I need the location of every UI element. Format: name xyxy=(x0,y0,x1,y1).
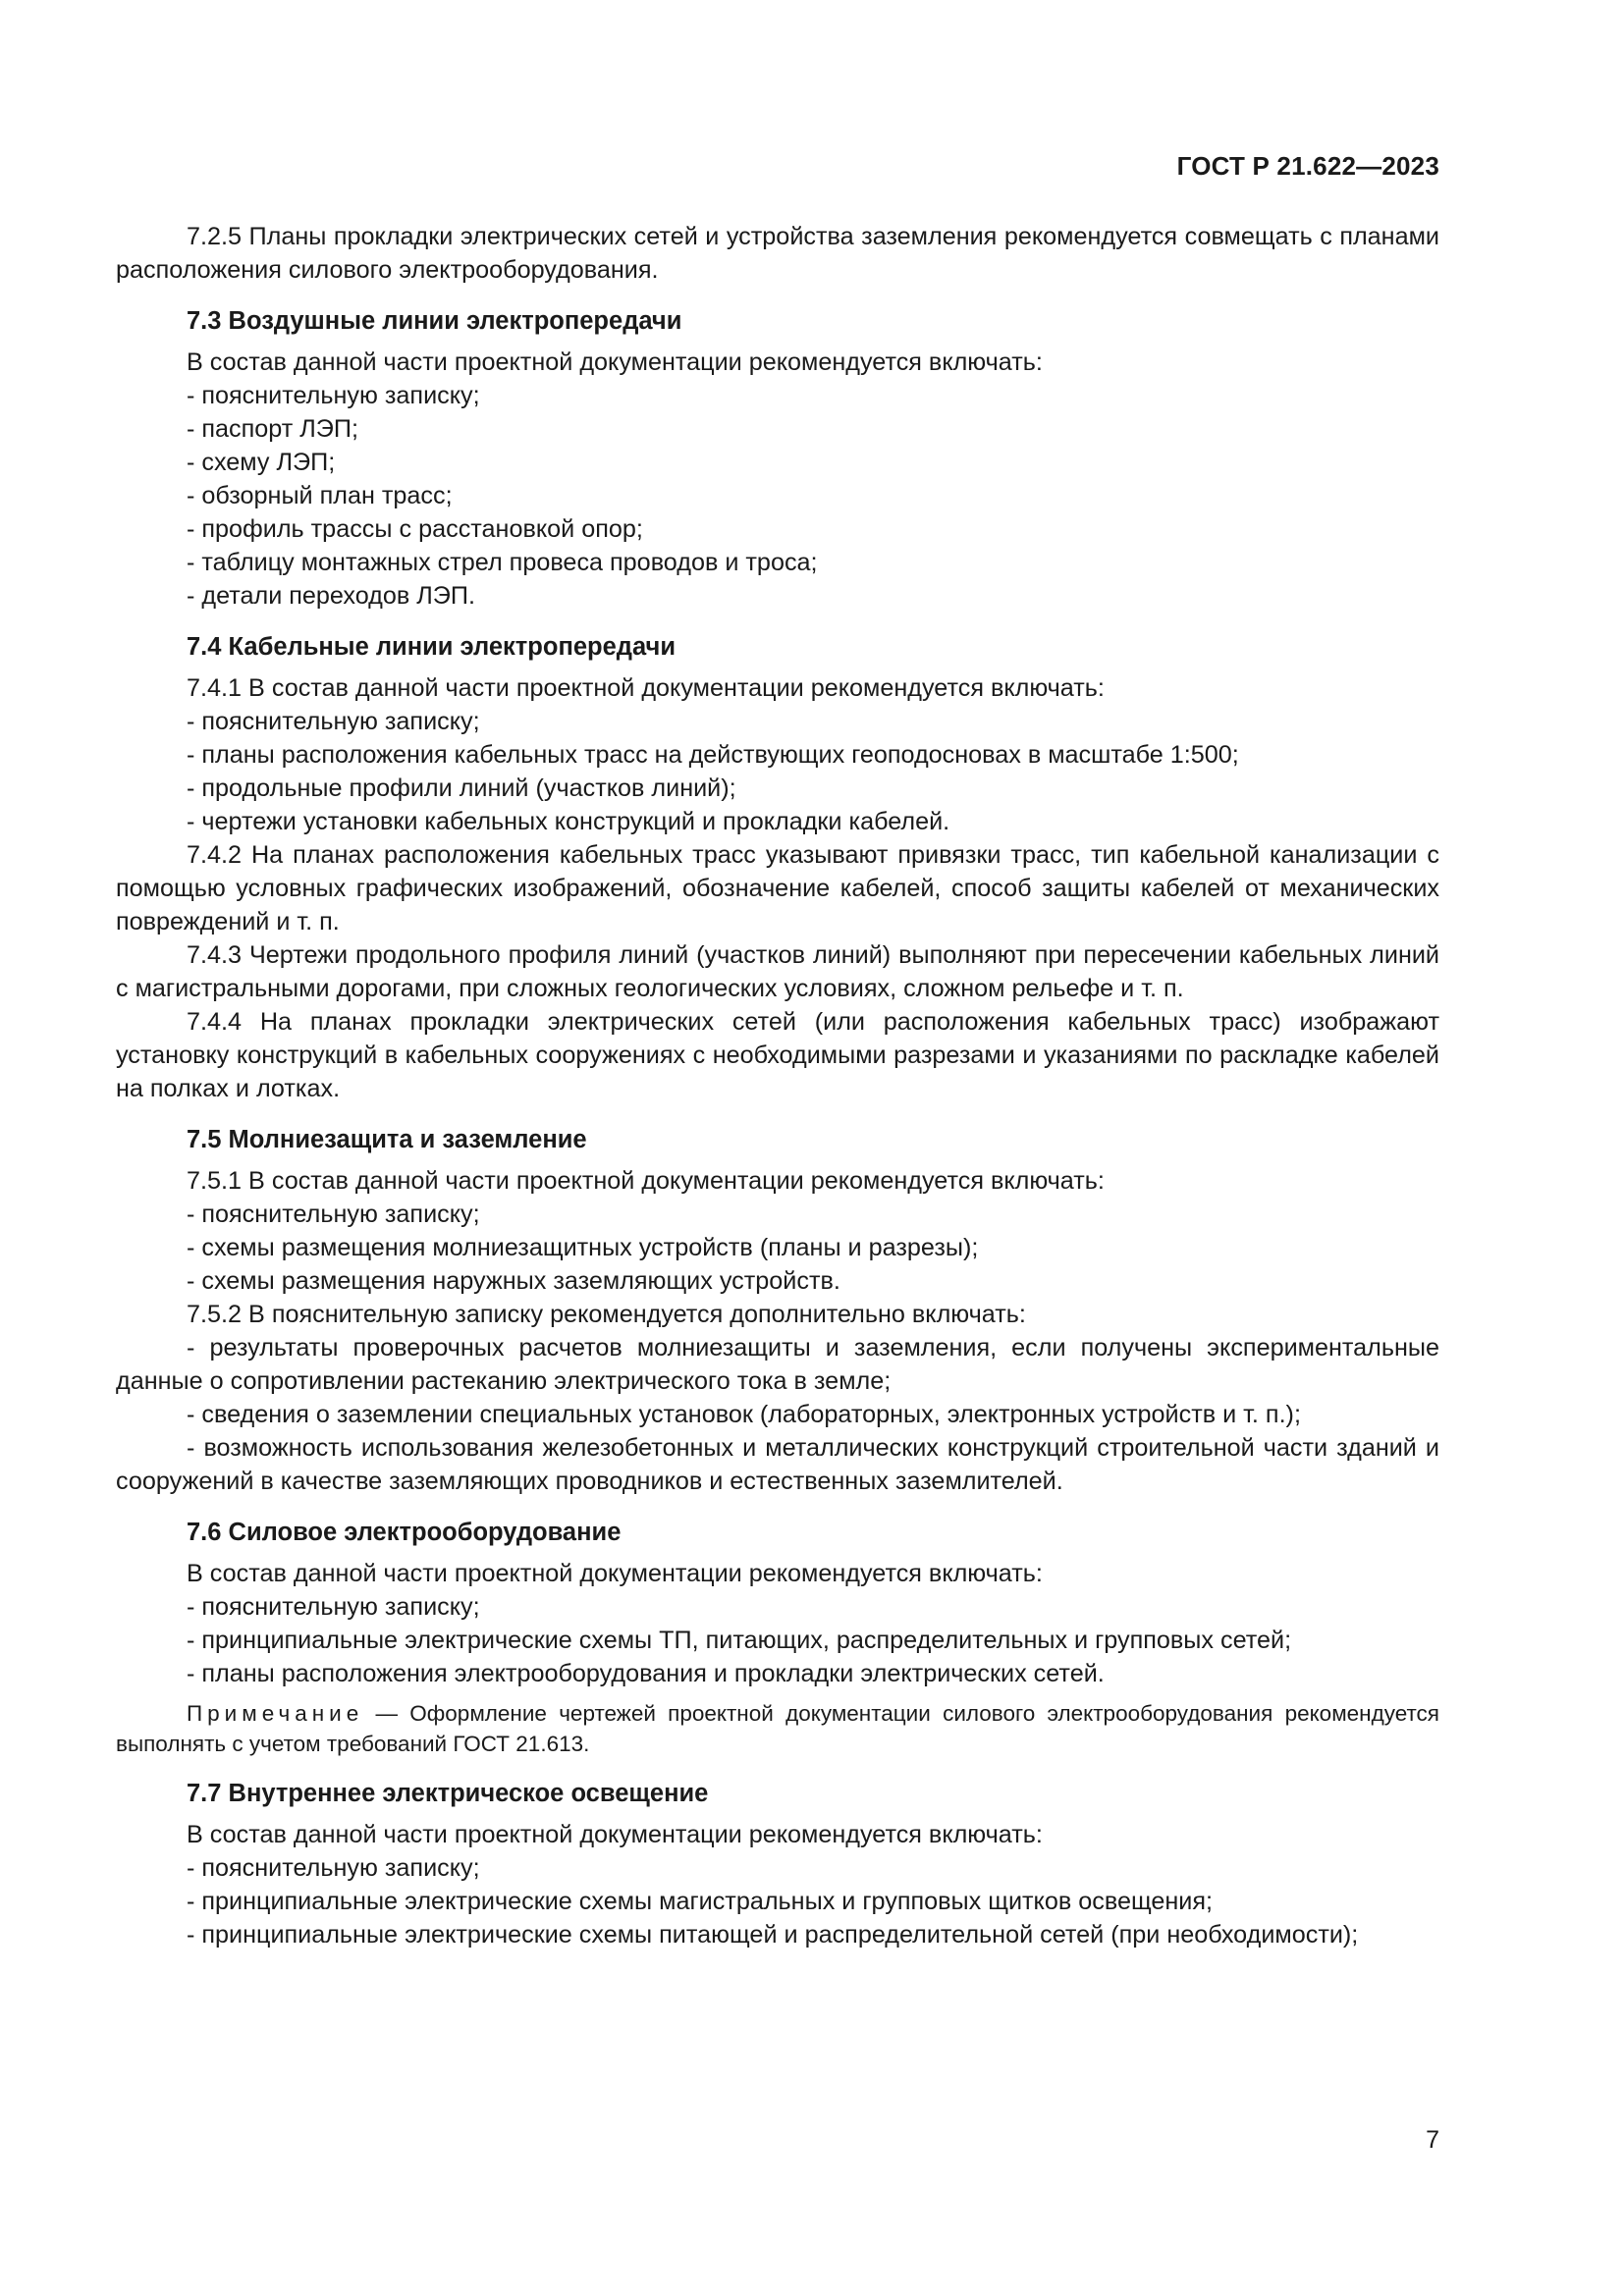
heading-7-3: 7.3 Воздушные линии электропередачи xyxy=(187,307,682,335)
list-item: - пояснительную записку; xyxy=(187,708,480,735)
list-item: - профиль трассы с расстановкой опор; xyxy=(187,515,643,543)
document-body xyxy=(116,220,1439,1951)
list-item: - пояснительную записку; xyxy=(187,1201,480,1228)
paragraph-7-3-intro: В состав данной части проектной документации рекомендуется включать: xyxy=(187,348,1043,376)
list-item: - принципиальные электрические схемы магистральных и групповых щитков освещения; xyxy=(187,1888,1214,1915)
paragraph-7-6-intro: В состав данной части проектной документации рекомендуется включать: xyxy=(187,1560,1043,1587)
paragraph-7-4-2: 7.4.2 На планах расположения кабельных трасс указывают привязки трасс, тип кабельной канализации с помощью условных графических изображений, обозначение кабелей, способ защиты кабелей от механических повреждений и т. п. xyxy=(116,841,1439,935)
list-item: - паспорт ЛЭП; xyxy=(187,415,358,443)
list-item: - схемы размещения молниезащитных устройств (планы и разрезы); xyxy=(187,1234,979,1261)
list-item: - пояснительную записку; xyxy=(187,1593,480,1621)
document-header: ГОСТ Р 21.622—2023 xyxy=(1176,151,1439,181)
list-item: - принципиальные электрические схемы ТП, питающих, распределительных и групповых сетей; xyxy=(187,1627,1292,1654)
list-item: - схему ЛЭП; xyxy=(187,449,336,476)
paragraph-7-5-1: 7.5.1 В состав данной части проектной документации рекомендуется включать: xyxy=(187,1167,1105,1195)
list-item: - схемы размещения наружных заземляющих устройств. xyxy=(187,1267,840,1295)
note-text: — Оформление чертежей проектной документации силового электрооборудования рекомендуется выполнять с учетом требований ГОСТ 21.613. xyxy=(116,1701,1439,1756)
list-item: - результаты проверочных расчетов молниезащиты и заземления, если получены экспериментальные данные о сопротивлении растеканию электрического тока в земле; xyxy=(116,1334,1439,1395)
list-item: - таблицу монтажных стрел провеса проводов и троса; xyxy=(187,549,818,576)
list-item: - планы расположения кабельных трасс на действующих геоподосновах в масштабе 1:500; xyxy=(187,741,1239,769)
heading-7-6: 7.6 Силовое электрооборудование xyxy=(187,1519,622,1546)
note-label: Примечание xyxy=(187,1701,364,1726)
list-item: - принципиальные электрические схемы питающей и распределительной сетей (при необходимости); xyxy=(187,1921,1359,1949)
note-7-6 xyxy=(116,1698,1439,1759)
list-item: - планы расположения электрооборудования и прокладки электрических сетей. xyxy=(187,1660,1105,1687)
list-item: - возможность использования железобетонных и металлических конструкций строительной части зданий и сооружений в качестве заземляющих проводников и естественных заземлителей. xyxy=(116,1434,1439,1495)
list-item: - детали переходов ЛЭП. xyxy=(187,582,475,610)
list-item: - обзорный план трасс; xyxy=(187,482,453,509)
heading-7-4: 7.4 Кабельные линии электропередачи xyxy=(187,633,677,661)
paragraph-7-4-1: 7.4.1 В состав данной части проектной документации рекомендуется включать: xyxy=(187,674,1105,702)
page-number: 7 xyxy=(1426,2126,1439,2154)
paragraph-7-2-5: 7.2.5 Планы прокладки электрических сетей и устройства заземления рекомендуется совмещать с планами расположения силового электрооборудования. xyxy=(116,223,1439,284)
heading-7-7: 7.7 Внутреннее электрическое освещение xyxy=(187,1780,709,1807)
list-item: - продольные профили линий (участков линий); xyxy=(187,774,736,802)
paragraph-7-7-intro: В состав данной части проектной документации рекомендуется включать: xyxy=(187,1821,1043,1848)
paragraph-7-4-3: 7.4.3 Чертежи продольного профиля линий (участков линий) выполняют при пересечении кабельных линий с магистральными дорогами, при сложных геологических условиях, сложном рельефе и т. п. xyxy=(116,941,1439,1002)
list-item: - пояснительную записку; xyxy=(187,1854,480,1882)
paragraph-7-5-2: 7.5.2 В пояснительную записку рекомендуется дополнительно включать: xyxy=(187,1301,1026,1328)
list-item: - пояснительную записку; xyxy=(187,382,480,409)
list-item: - чертежи установки кабельных конструкций и прокладки кабелей. xyxy=(187,808,950,835)
paragraph-7-4-4: 7.4.4 На планах прокладки электрических сетей (или расположения кабельных трасс) изображают установку конструкций в кабельных сооружениях с необходимыми разрезами и указаниями по раскладке кабелей на полках и лотках. xyxy=(116,1008,1439,1102)
list-item: - сведения о заземлении специальных установок (лабораторных, электронных устройств и т. п.); xyxy=(187,1401,1301,1428)
heading-7-5: 7.5 Молниезащита и заземление xyxy=(187,1126,587,1153)
